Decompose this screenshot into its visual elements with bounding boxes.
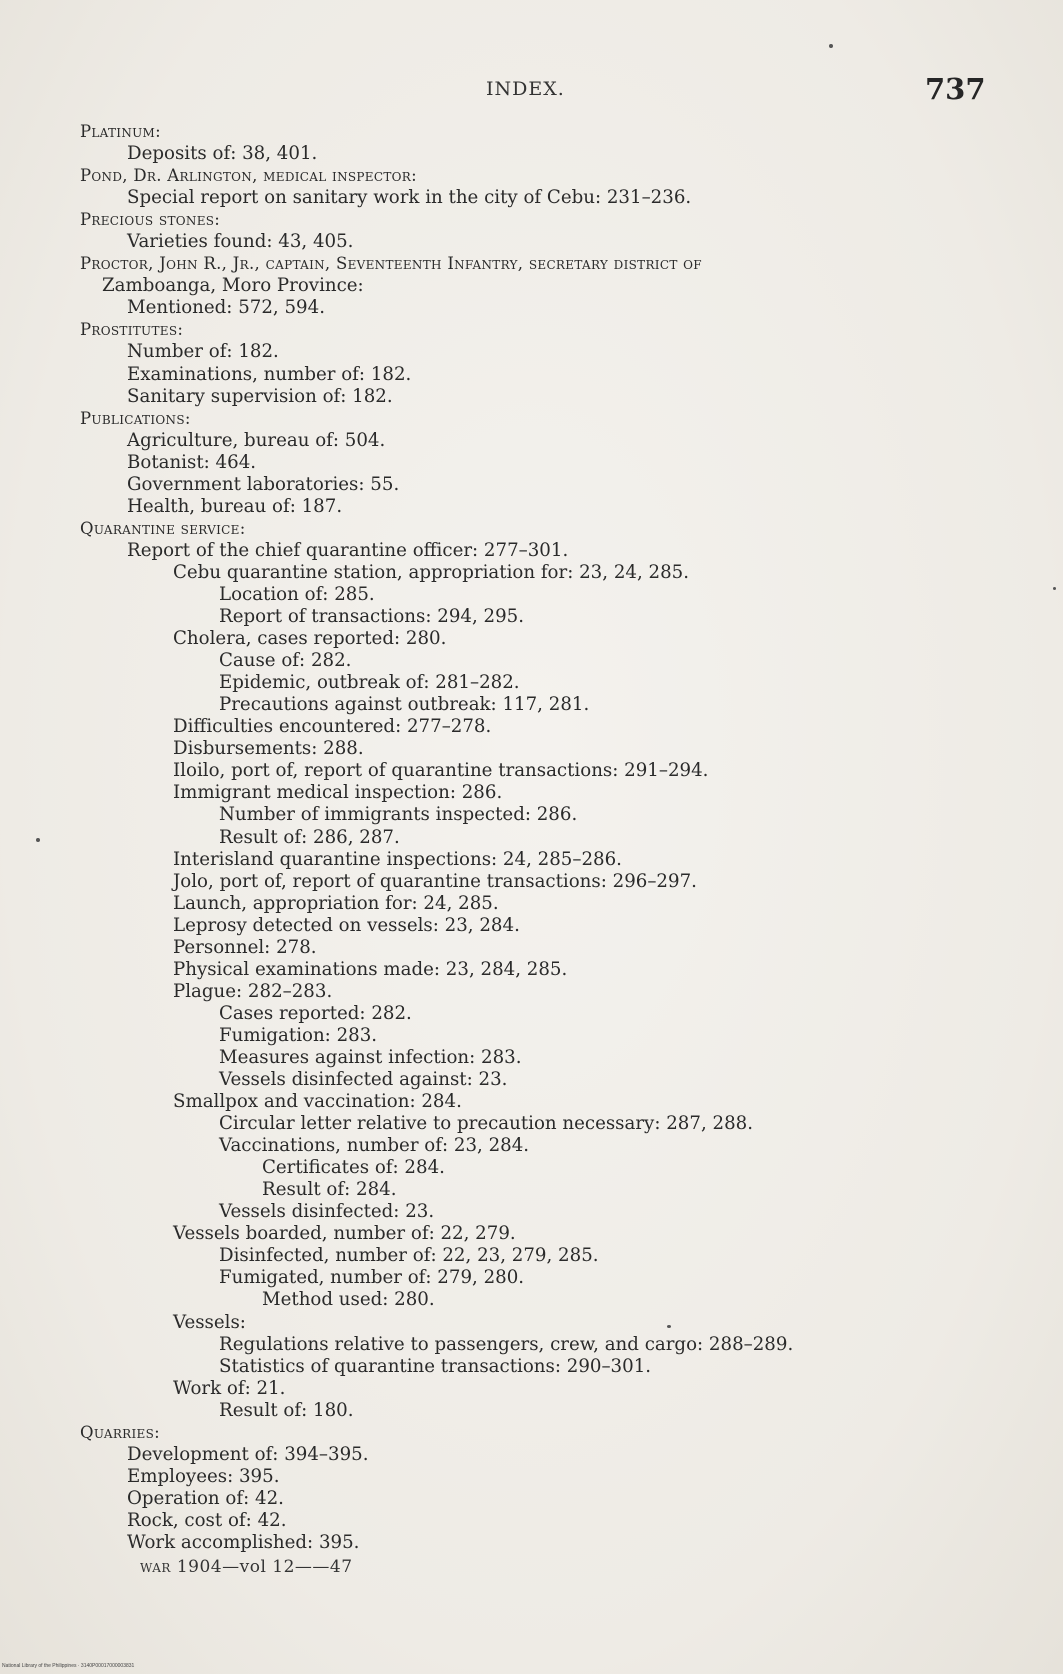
index-entry — [0, 694, 1063, 716]
index-entry-text: Launch, appropriation for: 24, 285. — [173, 892, 499, 914]
index-entry-text: Vessels disinfected against: 23. — [219, 1069, 508, 1091]
index-entry — [0, 849, 1063, 871]
index-entry-text: Fumigation: 283. — [219, 1024, 378, 1046]
index-entry-text: Mentioned: 572, 594. — [127, 297, 325, 319]
index-entry — [0, 782, 1063, 804]
index-entry — [0, 1334, 1063, 1356]
index-entry-text: Leprosy detected on vessels: 23, 284. — [173, 914, 520, 936]
index-entry — [0, 1400, 1063, 1422]
index-entry — [0, 827, 1063, 849]
index-entry-text: Personnel: 278. — [173, 936, 317, 958]
index-entry-text: Cebu quarantine station, appropriation for: 23, 24, 285. — [173, 561, 690, 583]
index-entry-text: Smallpox and vaccination: 284. — [173, 1091, 462, 1113]
index-entry-text: Method used: 280. — [262, 1289, 435, 1311]
index-entry — [0, 1179, 1063, 1201]
index-entry-text: Publications: — [80, 408, 191, 428]
index-entry-text: Precious stones: — [80, 210, 221, 230]
index-entry-text: Result of: 286, 287. — [219, 826, 400, 848]
index-entry-text: Vaccinations, number of: 23, 284. — [219, 1135, 530, 1157]
index-entry-text: Iloilo, port of, report of quarantine transactions: 291–294. — [173, 760, 709, 782]
index-entry-text: Report of transactions: 294, 295. — [219, 606, 525, 628]
index-entry-text: Cause of: 282. — [219, 650, 352, 672]
index-entry — [0, 341, 1063, 363]
index-entry-text: Proctor, John R., Jr., captain, Seventeenth Infantry, secretary district of — [80, 254, 702, 274]
index-entry-text: Jolo, port of, report of quarantine transactions: 296–297. — [173, 870, 697, 892]
index-entry — [0, 1245, 1063, 1267]
index-heading — [0, 165, 1063, 187]
index-entry-text: Work accomplished: 395. — [127, 1532, 360, 1553]
index-entry — [0, 738, 1063, 760]
index-heading — [0, 209, 1063, 231]
scan-speck — [667, 1325, 671, 1328]
index-entry — [0, 1003, 1063, 1025]
index-entry-text: Epidemic, outbreak of: 281–282. — [219, 672, 520, 694]
index-entry-text: Number of immigrants inspected: 286. — [219, 804, 578, 826]
index-entry — [0, 386, 1063, 408]
index-entry — [0, 871, 1063, 893]
index-entry-text: Location of: 285. — [219, 583, 375, 605]
index-entry-text: Vessels: — [173, 1311, 246, 1333]
index-entry-text: Prostitutes: — [80, 320, 184, 340]
index-entry-text: Rock, cost of: 42. — [127, 1509, 287, 1531]
index-entry-text: Plague: 282–283. — [173, 980, 333, 1002]
index-entry — [0, 562, 1063, 584]
index-entry — [0, 628, 1063, 650]
index-entry-text: Zamboanga, Moro Province: — [102, 275, 364, 297]
index-entry-text: Deposits of: 38, 401. — [127, 143, 318, 165]
index-entry — [0, 1025, 1063, 1047]
index-entry — [0, 275, 1063, 297]
index-entry — [0, 364, 1063, 386]
index-heading — [0, 518, 1063, 540]
index-entry-text: Botanist: 464. — [127, 451, 257, 473]
index-entry-text: Disbursements: 288. — [173, 738, 364, 760]
index-entry — [0, 1510, 1063, 1532]
index-entry-text: Precautions against outbreak: 117, 281. — [219, 694, 590, 716]
scan-speck — [1053, 587, 1056, 590]
index-entry — [0, 540, 1063, 562]
index-heading — [0, 319, 1063, 341]
index-entry — [0, 187, 1063, 209]
index-entry-text: Physical examinations made: 23, 284, 285. — [173, 958, 568, 980]
index-entry — [0, 937, 1063, 959]
index-entry-text: Vessels disinfected: 23. — [219, 1201, 435, 1223]
running-title: INDEX. — [486, 78, 565, 100]
index-entry — [0, 452, 1063, 474]
index-entry — [0, 1466, 1063, 1488]
index-entry-text: Work of: 21. — [173, 1377, 286, 1399]
index-heading — [0, 408, 1063, 430]
index-entry-text: Result of: 284. — [262, 1179, 397, 1201]
index-heading — [0, 1422, 1063, 1444]
index-entry-text: Fumigated, number of: 279, 280. — [219, 1267, 525, 1289]
page-number: 737 — [925, 72, 986, 106]
index-entry-text: Disinfected, number of: 22, 23, 279, 285. — [219, 1245, 599, 1267]
index-entry — [0, 1312, 1063, 1334]
index-entry — [0, 1444, 1063, 1466]
index-entry — [0, 606, 1063, 628]
index-heading — [0, 253, 1063, 275]
scan-speck — [36, 838, 40, 842]
index-entry-text: Number of: 182. — [127, 341, 279, 363]
index-entry — [0, 981, 1063, 1003]
index-entry-text: Immigrant medical inspection: 286. — [173, 782, 503, 804]
index-entry — [0, 959, 1063, 981]
index-entry — [0, 143, 1063, 165]
index-entry-text: Operation of: 42. — [127, 1487, 284, 1509]
index-entry-text: Quarries: — [80, 1422, 160, 1442]
index-entry-text: Examinations, number of: 182. — [127, 363, 412, 385]
index-entry — [0, 430, 1063, 452]
index-entry — [0, 1047, 1063, 1069]
index-entry-text: Employees: 395. — [127, 1465, 280, 1487]
index-entry-text: Development of: 394–395. — [127, 1443, 369, 1465]
index-entry — [0, 1488, 1063, 1510]
index-entry-text: Vessels boarded, number of: 22, 279. — [173, 1223, 516, 1245]
index-entry — [0, 1113, 1063, 1135]
signature-line — [140, 1557, 353, 1577]
signature-rest: 1904—vol 12——47 — [170, 1557, 353, 1577]
index-entry-text: Cholera, cases reported: 280. — [173, 628, 447, 650]
index-entry — [0, 1223, 1063, 1245]
index-entry — [0, 1157, 1063, 1179]
index-entry — [0, 1069, 1063, 1091]
scan-speck — [829, 44, 833, 48]
index-entry — [0, 650, 1063, 672]
index-entry-text: Agriculture, bureau of: 504. — [127, 429, 386, 451]
index-entry — [0, 760, 1063, 782]
index-heading — [0, 121, 1063, 143]
index-entry — [0, 1135, 1063, 1157]
index-entry-text: Regulations relative to passengers, crew, and cargo: 288–289. — [219, 1333, 794, 1355]
index-entry-text: Pond, Dr. Arlington, medical inspector: — [80, 166, 417, 186]
index-entry — [0, 584, 1063, 606]
index-entry-text: Health, bureau of: 187. — [127, 495, 343, 517]
index-entry — [0, 1532, 1063, 1554]
index-entry-text: Report of the chief quarantine officer: 277–301. — [127, 539, 569, 561]
index-entry — [0, 1378, 1063, 1400]
index-entry-text: Government laboratories: 55. — [127, 473, 400, 495]
index-entry-text: Varieties found: 43, 405. — [127, 231, 354, 253]
index-entry-text: Cases reported: 282. — [219, 1002, 412, 1024]
signature-label: war — [140, 1557, 171, 1577]
index-entry — [0, 716, 1063, 738]
page-header — [0, 72, 1063, 112]
index-entry — [0, 893, 1063, 915]
index-entry — [0, 1201, 1063, 1223]
index-entry-text: Sanitary supervision of: 182. — [127, 385, 393, 407]
index-entry — [0, 1289, 1063, 1311]
index-entry-text: Circular letter relative to precaution necessary: 287, 288. — [219, 1113, 754, 1135]
index-entry-text: Quarantine service: — [80, 518, 246, 538]
index-entry-text: Interisland quarantine inspections: 24, 285–286. — [173, 848, 622, 870]
index-entry — [0, 496, 1063, 518]
index-entry-text: Measures against infection: 283. — [219, 1046, 522, 1068]
index-entry — [0, 804, 1063, 826]
footer-credit: National Library of the Philippines · 3140P00017000003831 — [2, 1663, 135, 1669]
index-entry-text: Statistics of quarantine transactions: 290–301. — [219, 1355, 652, 1377]
index-entry-text: Result of: 180. — [219, 1399, 354, 1421]
index-entry-text: Platinum: — [80, 122, 161, 141]
index-entry — [0, 672, 1063, 694]
index-entry — [0, 1356, 1063, 1378]
index-entry — [0, 231, 1063, 253]
index-entry — [0, 297, 1063, 319]
index-entry — [0, 474, 1063, 496]
index-entry — [0, 1091, 1063, 1113]
index-entries — [0, 121, 1063, 1554]
index-entry-text: Difficulties encountered: 277–278. — [173, 716, 492, 738]
index-entry — [0, 1267, 1063, 1289]
index-entry-text: Certificates of: 284. — [262, 1157, 445, 1179]
index-entry-text: Special report on sanitary work in the city of Cebu: 231–236. — [127, 187, 692, 209]
index-entry — [0, 915, 1063, 937]
